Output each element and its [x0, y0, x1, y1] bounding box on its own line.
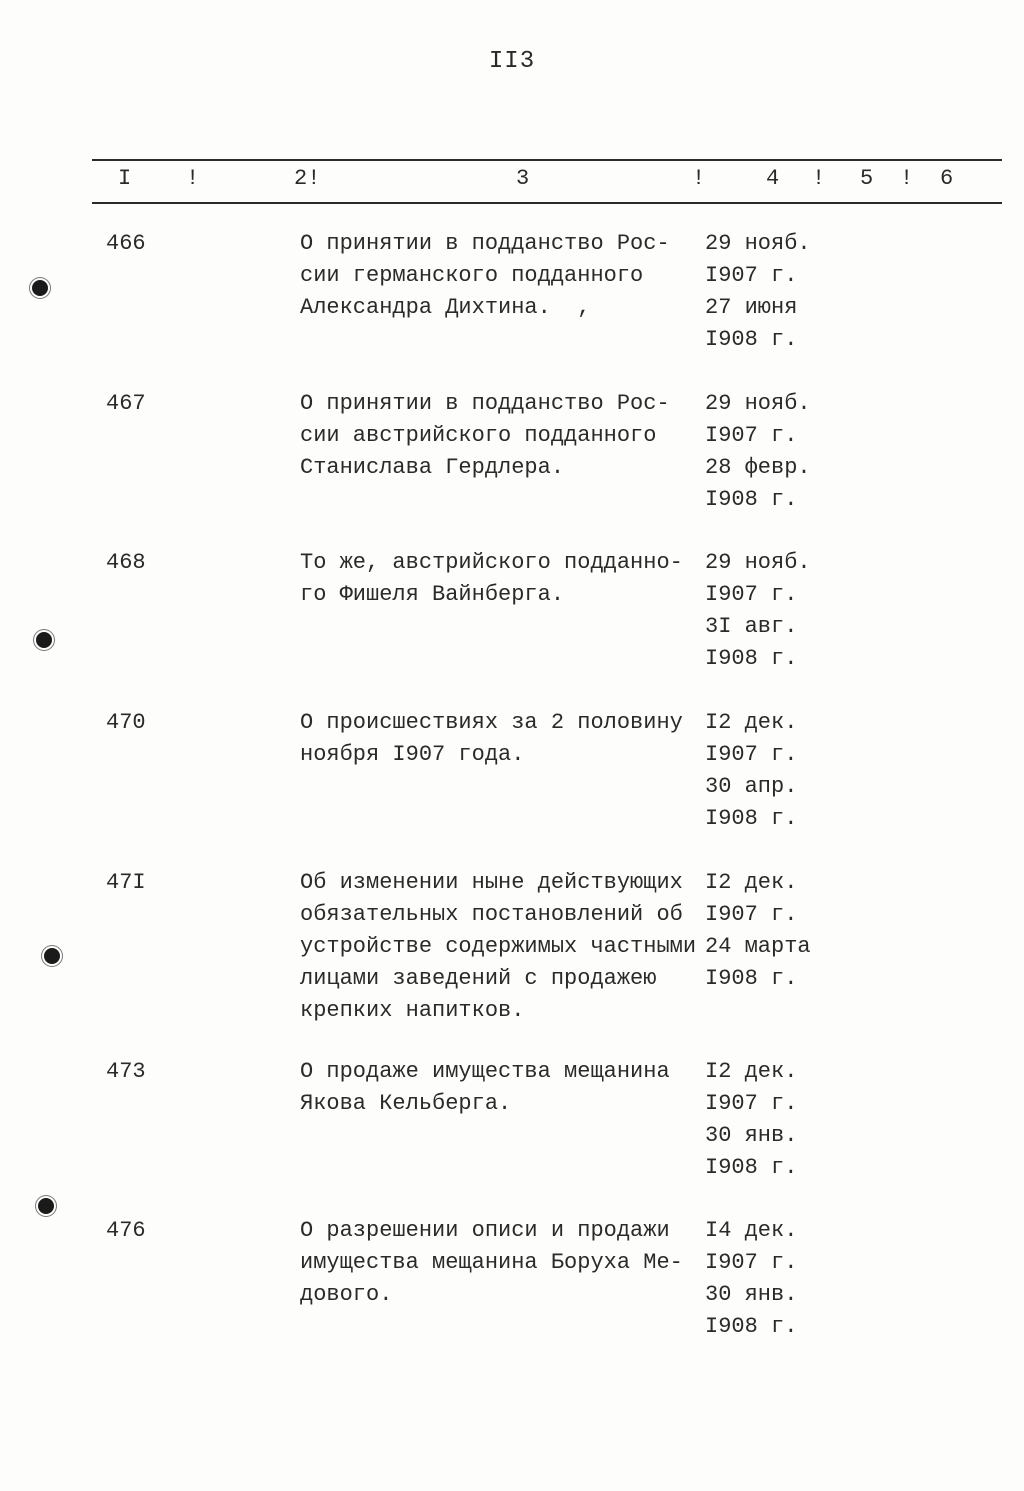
header-col-3: 3 [516, 166, 530, 191]
description-line: ноября I907 года. [300, 742, 525, 767]
date-line: I907 г. [705, 1250, 798, 1275]
date-line: I2 дек. [705, 710, 798, 735]
date-line: I908 г. [705, 327, 798, 352]
date-line: I908 г. [705, 1155, 798, 1180]
entry-description [300, 388, 695, 484]
entry-dates [705, 1056, 835, 1184]
date-line: I4 дек. [705, 1218, 798, 1243]
date-line: I907 г. [705, 742, 798, 767]
entry-description [300, 228, 695, 324]
date-line: 29 нояб. [705, 391, 811, 416]
date-line: I907 г. [705, 423, 798, 448]
header-col-6: 6 [940, 166, 954, 191]
date-line: I907 г. [705, 582, 798, 607]
entry-number: 468 [106, 550, 146, 575]
table-top-rule [92, 159, 1002, 161]
header-separator: ! [900, 166, 914, 191]
description-line: Станислава Гердлера. [300, 455, 565, 480]
description-line: О разрешении описи и продажи [300, 1218, 670, 1243]
header-col-2: 2! [294, 166, 321, 191]
date-line: I908 г. [705, 966, 798, 991]
punch-hole [36, 632, 52, 648]
entry-dates [705, 388, 835, 516]
date-line: I908 г. [705, 806, 798, 831]
description-line: обязательных постановлений об [300, 902, 683, 927]
header-col-4: 4 [766, 166, 780, 191]
header-separator: ! [812, 166, 826, 191]
date-line: 30 апр. [705, 774, 798, 799]
header-col-1: I [118, 166, 132, 191]
description-line: крепких напитков. [300, 998, 525, 1023]
description-line: Об изменении ныне действующих [300, 870, 683, 895]
punch-hole [32, 280, 48, 296]
entry-dates [705, 707, 835, 835]
entry-dates [705, 867, 835, 995]
entry-description [300, 707, 695, 771]
date-line: I908 г. [705, 646, 798, 671]
punch-hole [38, 1198, 54, 1214]
description-line: Якова Кельберга. [300, 1091, 512, 1116]
table-header [0, 166, 1024, 196]
entry-number: 47I [106, 870, 146, 895]
entry-description [300, 867, 695, 1027]
date-line: I908 г. [705, 1314, 798, 1339]
date-line: I907 г. [705, 263, 798, 288]
description-line: О продаже имущества мещанина [300, 1059, 670, 1084]
date-line: 28 февр. [705, 455, 811, 480]
description-line: дового. [300, 1282, 393, 1307]
date-line: 29 нояб. [705, 550, 811, 575]
description-line: О происшествиях за 2 половину [300, 710, 683, 735]
date-line: I908 г. [705, 487, 798, 512]
date-line: 24 марта [705, 934, 811, 959]
description-line: О принятии в подданство Рос- [300, 231, 670, 256]
entry-number: 470 [106, 710, 146, 735]
entry-dates [705, 228, 835, 356]
date-line: 3I авг. [705, 614, 798, 639]
entry-description [300, 547, 695, 611]
header-separator: ! [186, 166, 200, 191]
date-line: 27 июня [705, 295, 798, 320]
description-line: имущества мещанина Боруха Ме- [300, 1250, 683, 1275]
header-col-5: 5 [860, 166, 874, 191]
entry-number: 473 [106, 1059, 146, 1084]
entry-number: 466 [106, 231, 146, 256]
punch-hole [44, 948, 60, 964]
entry-number: 467 [106, 391, 146, 416]
entry-number: 476 [106, 1218, 146, 1243]
page-number: II3 [488, 48, 536, 75]
entry-description [300, 1215, 695, 1311]
description-line: го Фишеля Вайнберга. [300, 582, 565, 607]
description-line: сии австрийского подданного [300, 423, 657, 448]
date-line: I2 дек. [705, 870, 798, 895]
description-line: То же, австрийского подданно- [300, 550, 683, 575]
date-line: I907 г. [705, 1091, 798, 1116]
entry-description [300, 1056, 695, 1120]
date-line: 29 нояб. [705, 231, 811, 256]
description-line: Александра Дихтина. , [300, 295, 591, 320]
date-line: 30 янв. [705, 1123, 798, 1148]
description-line: устройстве содержимых частными [300, 934, 697, 959]
description-line: О принятии в подданство Рос- [300, 391, 670, 416]
description-line: лицами заведений с продажею [300, 966, 657, 991]
date-line: 30 янв. [705, 1282, 798, 1307]
entry-dates [705, 547, 835, 675]
table-header-rule [92, 202, 1002, 204]
header-separator: ! [692, 166, 706, 191]
date-line: I2 дек. [705, 1059, 798, 1084]
description-line: сии германского подданного [300, 263, 644, 288]
entry-dates [705, 1215, 835, 1343]
date-line: I907 г. [705, 902, 798, 927]
